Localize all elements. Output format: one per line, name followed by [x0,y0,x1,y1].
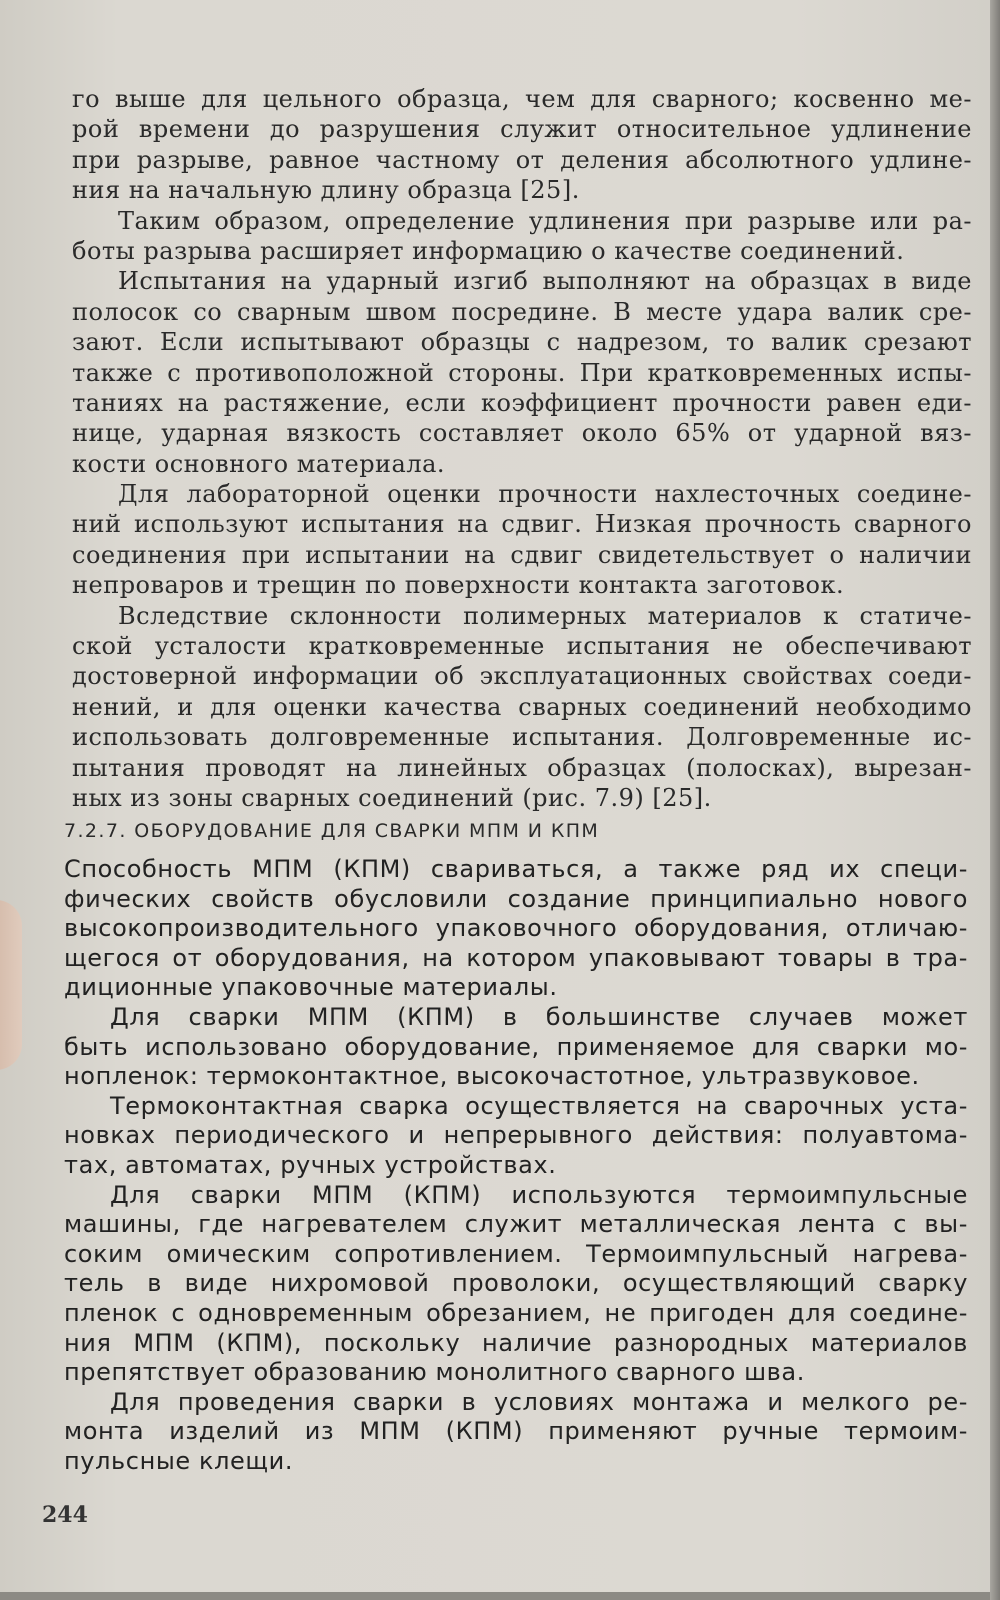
paragraph [72,84,972,206]
text-line: достоверной информации об эксплуатационных свойствах соеди- [72,662,972,691]
text-line: Для лабораторной оценки прочности нахлесточных соедине- [118,480,972,509]
text-line: Вследствие склонности полимерных материалов к статиче- [118,601,972,630]
text-line: непроваров и трещин по поверхности контакта заготовок. [72,571,845,600]
text-line: нопленок: термоконтактное, высокочастотное, ультразвуковое. [64,1062,920,1091]
text-line: новках периодического и непрерывного действия: полуавтома- [64,1121,968,1150]
text-line: пытания проводят на линейных образцах (полосках), вырезан- [72,753,972,782]
text-line: соединения при испытании на сдвиг свидетельствует о наличии [72,540,972,569]
text-line: ний используют испытания на сдвиг. Низкая прочность сварного [72,510,972,539]
paragraph [64,855,968,1003]
text-line: фических свойств обусловили создание принципиально нового [64,884,968,913]
text-line: Испытания на ударный изгиб выполняют на образцах в виде [118,267,972,296]
section-heading: 7.2.7. ОБОРУДОВАНИЕ ДЛЯ СВАРКИ МПМ И КПМ [64,820,600,842]
text-line: ской усталости кратковременные испытания не обеспечивают [72,632,972,661]
text-line: го выше для цельного образца, чем для сварного; косвенно ме- [72,85,972,113]
text-line: диционные упаковочные материалы. [64,973,558,1002]
text-line: соким омическим сопротивлением. Термоимпульсный нагрева- [64,1239,968,1268]
thumb [0,900,22,1070]
text-line: зают. Если испытывают образцы с надрезом, то валик срезают [72,328,972,357]
text-line: ных из зоны сварных соединений (рис. 7.9) [25]. [72,783,712,812]
text-line: тель в виде нихромовой проволоки, осуществляющий сварку [64,1269,968,1298]
text-line: ния МПМ (КПМ), поскольку наличие разнородных материалов [64,1328,968,1357]
page-edge [990,0,1000,1600]
paragraph [72,601,972,814]
text-line: Таким образом, определение удлинения при разрыве или ра- [118,206,972,235]
text-line: быть использовано оборудование, применяемое для сварки мо- [64,1032,968,1061]
paragraph [72,266,972,479]
text-line: Для сварки МПМ (КПМ) в большинстве случаев может [110,1002,968,1031]
text-line: машины, где нагревателем служит металлическая лента с вы- [64,1210,968,1239]
body-text-top [72,84,972,813]
text-line: таниях на растяжение, если коэффициент прочности равен еди- [72,388,972,417]
page-number: 244 [42,1502,88,1528]
text-line: Способность МПМ (КПМ) свариваться, а также ряд их специ- [64,855,968,883]
text-line: нице, ударная вязкость составляет около 65% от ударной вяз- [72,419,972,448]
text-line: щегося от оборудования, на котором упаковывают товары в тра- [64,943,968,972]
paragraph [64,1003,968,1092]
text-line: монта изделий из МПМ (КПМ) применяют ручные термоим- [64,1417,968,1446]
text-line: Для проведения сварки в условиях монтажа и мелкого ре- [110,1387,968,1416]
text-line: высокопроизводительного упаковочного оборудования, отличаю- [64,914,968,943]
text-line: также с противоположной стороны. При кратковременных испы- [72,358,972,387]
paragraph [64,1181,968,1388]
text-line: ния на начальную длину образца [25]. [72,176,580,205]
text-line: при разрыве, равное частному от деления абсолютного удлине- [72,145,972,174]
text-line: Для сварки МПМ (КПМ) используются термоимпульсные [110,1180,968,1209]
paragraph [72,206,972,267]
text-line: пульсные клещи. [64,1446,294,1475]
text-line: пленок с одновременным обрезанием, не пригоден для соедине- [64,1298,968,1327]
paragraph [72,479,972,601]
text-line: полосок со сварным швом посредине. В месте удара валик сре- [72,297,972,326]
text-line: Термоконтактная сварка осуществляется на сварочных уста- [110,1091,968,1120]
text-line: боты разрыва расширяет информацию о качестве соединений. [72,236,905,265]
text-line: тах, автоматах, ручных устройствах. [64,1150,557,1179]
text-line: использовать долговременные испытания. Долговременные ис- [72,723,972,752]
body-text-section [64,855,968,1476]
text-line: препятствует образованию монолитного сварного шва. [64,1358,805,1387]
text-line: рой времени до разрушения служит относительное удлинение [72,115,972,144]
paragraph [64,1388,968,1477]
text-line: нений, и для оценки качества сварных соединений необходимо [72,692,972,721]
paragraph [64,1092,968,1181]
text-line: кости основного материала. [72,449,446,478]
